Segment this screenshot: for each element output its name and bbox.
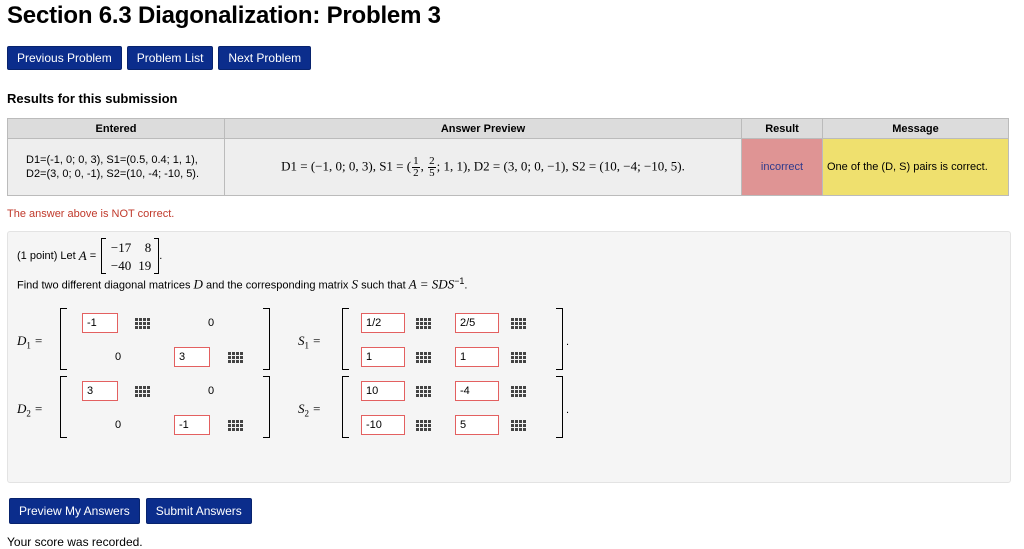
d2-entry-21: 0 [114,419,122,431]
var-a: A [78,248,87,263]
header-message: Message [823,119,1009,139]
d2-entry-11[interactable] [82,381,118,401]
s1-left-bracket [342,308,349,370]
s1-label: $S_1$ = [298,333,322,351]
page-title: Section 6.3 Diagonalization: Problem 3 [7,2,441,29]
s2-right-bracket [556,376,563,438]
matrix-tool-icon[interactable] [416,318,430,330]
answer-preview-cell [225,139,742,196]
results-heading: Results for this submission [7,91,178,106]
equation-exponent: −1 [454,276,465,286]
message-cell: One of the (D, S) pairs is correct. [823,139,1009,196]
header-answer-preview: Answer Preview [225,119,742,139]
d2-left-bracket [60,376,67,438]
matrix-tool-icon[interactable] [228,420,242,432]
s2-entry-12[interactable] [455,381,499,401]
matrix-tool-icon[interactable] [511,386,525,398]
s2-entry-22[interactable] [455,415,499,435]
preview-separator: , [420,157,428,173]
previous-problem-button[interactable]: Previous Problem [7,46,122,70]
d1-entry-21: 0 [114,351,122,363]
preview-answers-button[interactable]: Preview My Answers [9,498,140,524]
matrix-a-cell: 8 [144,240,152,255]
s1-entry-11[interactable] [361,313,405,333]
next-problem-button[interactable]: Next Problem [218,46,311,70]
matrix-a [101,238,159,274]
d1-label: $D_1$ = [17,333,43,351]
d2-label: $D_2$ = [17,401,43,419]
problem-statement [17,238,162,274]
matrix-a-cell: −40 [110,258,132,273]
matrix-tool-icon[interactable] [416,352,430,364]
equals-sign: = [89,250,97,262]
preview-part-1: D1 = (−1, 0; 0, 3), S1 = ( [281,157,412,173]
matrix-a-right-bracket [154,238,159,274]
result-cell: incorrect [742,139,823,196]
d1-entry-12: 0 [207,317,215,329]
matrix-a-left-bracket [101,238,106,274]
matrix-tool-icon[interactable] [511,318,525,330]
problem-intro: (1 point) Let [17,250,76,262]
header-result: Result [742,119,823,139]
s1-entry-12[interactable] [455,313,499,333]
d1-right-bracket [263,308,270,370]
entered-cell [8,139,225,196]
submit-actions [9,498,252,524]
problem-panel [7,231,1011,483]
s2-left-bracket [342,376,349,438]
d2-right-bracket [263,376,270,438]
entered-line-2: D2=(3, 0; 0, -1), S2=(10, -4; -10, 5). [26,168,200,180]
d1-entry-11[interactable] [82,313,118,333]
problem-list-button[interactable]: Problem List [127,46,214,70]
s2-entry-11[interactable] [361,381,405,401]
submit-answers-button[interactable]: Submit Answers [146,498,252,524]
d1-entry-22[interactable] [174,347,210,367]
row2-period: . [566,404,570,416]
results-table [7,118,1009,196]
row1-period: . [566,336,570,348]
entered-line-1: D1=(-1, 0; 0, 3), S1=(0.5, 0.4; 1, 1), [26,154,198,166]
matrix-tool-icon[interactable] [135,386,149,398]
preview-part-2: ; 1, 1), D2 = (3, 0; 0, −1), S2 = (10, −4; −10, 5). [436,157,685,173]
preview-fraction-1: $\frac{1}{2}$ [413,154,419,179]
matrix-tool-icon[interactable] [135,318,149,330]
score-status: Your score was recorded. [7,535,143,549]
d2-entry-22[interactable] [174,415,210,435]
d1-left-bracket [60,308,67,370]
header-entered: Entered [8,119,225,139]
problem-nav [7,46,311,70]
find-instruction: Find two different diagonal matrices D and the corresponding matrix S such that $A = SDS^{-1}$. [17,276,468,292]
s2-entry-21[interactable] [361,415,405,435]
matrix-tool-icon[interactable] [416,386,430,398]
equation: A = SDS [408,276,455,292]
d2-entry-12: 0 [207,385,215,397]
matrix-tool-icon[interactable] [416,420,430,432]
matrix-tool-icon[interactable] [228,352,242,364]
s2-label: $S_2$ = [298,401,322,419]
matrix-tool-icon[interactable] [511,420,525,432]
s1-right-bracket [556,308,563,370]
matrix-a-cell: 19 [138,258,152,273]
matrix-tool-icon[interactable] [511,352,525,364]
not-correct-notice: The answer above is NOT correct. [7,208,175,220]
matrix-a-cell: −17 [110,240,132,255]
preview-fraction-2: $\frac{2}{5}$ [429,154,435,179]
statement-period: . [159,250,163,262]
s1-entry-22[interactable] [455,347,499,367]
s1-entry-21[interactable] [361,347,405,367]
